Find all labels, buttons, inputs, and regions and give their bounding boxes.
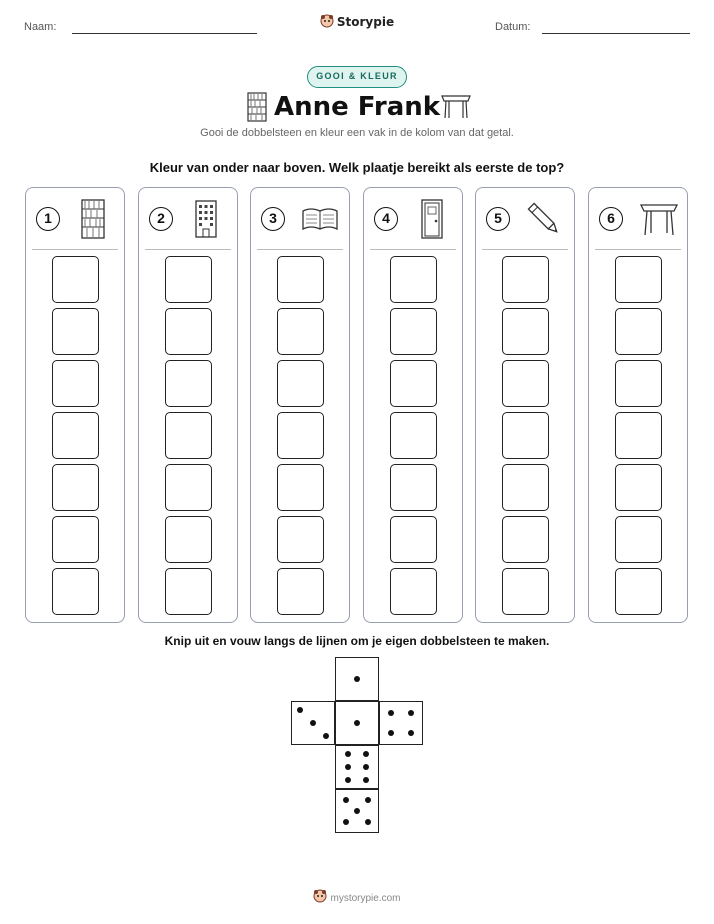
color-cell[interactable] xyxy=(502,568,549,615)
color-cell[interactable] xyxy=(52,256,99,303)
color-cell[interactable] xyxy=(277,568,324,615)
color-cell[interactable] xyxy=(502,412,549,459)
color-cell[interactable] xyxy=(52,308,99,355)
color-cell[interactable] xyxy=(277,516,324,563)
column-divider xyxy=(257,249,343,250)
color-cell[interactable] xyxy=(615,256,662,303)
die-pip xyxy=(345,777,351,783)
color-cell[interactable] xyxy=(502,464,549,511)
color-cell[interactable] xyxy=(502,516,549,563)
column-number: 1 xyxy=(36,207,60,231)
color-cell[interactable] xyxy=(165,516,212,563)
color-cell[interactable] xyxy=(165,308,212,355)
die-pip xyxy=(354,676,360,682)
open-book-icon xyxy=(301,199,341,239)
column-number: 4 xyxy=(374,207,398,231)
footer-url: mystorypie.com xyxy=(330,893,401,904)
column-6 xyxy=(588,187,688,623)
column-divider xyxy=(370,249,456,250)
color-cell[interactable] xyxy=(52,516,99,563)
color-cell[interactable] xyxy=(52,464,99,511)
column-number: 6 xyxy=(599,207,623,231)
instruction-bottom: Knip uit en vouw langs de lijnen om je eigen dobbelsteen te maken. xyxy=(164,634,550,648)
footer xyxy=(0,889,714,904)
color-cell[interactable] xyxy=(52,568,99,615)
color-cell[interactable] xyxy=(277,360,324,407)
color-cell[interactable] xyxy=(390,308,437,355)
color-cell[interactable] xyxy=(502,360,549,407)
brand-name: Storypie xyxy=(336,15,395,29)
column-number: 5 xyxy=(486,207,510,231)
die-face xyxy=(335,789,379,833)
color-cell[interactable] xyxy=(502,308,549,355)
color-cell[interactable] xyxy=(165,464,212,511)
die-pip xyxy=(310,720,316,726)
color-cell[interactable] xyxy=(615,412,662,459)
date-line xyxy=(542,33,690,34)
die-pip xyxy=(345,764,351,770)
color-cell[interactable] xyxy=(390,256,437,303)
color-cell[interactable] xyxy=(615,360,662,407)
name-line xyxy=(72,33,257,34)
column-number: 2 xyxy=(149,207,173,231)
page-title: Anne Frank xyxy=(273,92,441,122)
color-cell[interactable] xyxy=(277,308,324,355)
die-pip xyxy=(365,797,371,803)
door-icon xyxy=(414,199,454,239)
color-cell[interactable] xyxy=(165,256,212,303)
color-cell[interactable] xyxy=(277,464,324,511)
stool-icon xyxy=(639,199,679,239)
color-cell[interactable] xyxy=(277,412,324,459)
die-pip xyxy=(388,710,394,716)
color-cell[interactable] xyxy=(615,516,662,563)
die-pip xyxy=(343,797,349,803)
column-1 xyxy=(25,187,125,623)
die-pip xyxy=(354,720,360,726)
die-pip xyxy=(297,707,303,713)
color-cell[interactable] xyxy=(165,360,212,407)
color-cell[interactable] xyxy=(502,256,549,303)
color-cell[interactable] xyxy=(615,308,662,355)
column-divider xyxy=(145,249,231,250)
die-pip xyxy=(363,764,369,770)
die-pip xyxy=(388,730,394,736)
color-cell[interactable] xyxy=(390,412,437,459)
mascot-icon xyxy=(320,14,334,28)
die-pip xyxy=(408,730,414,736)
color-cell[interactable] xyxy=(390,568,437,615)
die-pip xyxy=(408,710,414,716)
name-label: Naam: xyxy=(24,21,57,33)
column-5 xyxy=(475,187,575,623)
column-number: 3 xyxy=(261,207,285,231)
color-cell[interactable] xyxy=(615,464,662,511)
color-cell[interactable] xyxy=(165,568,212,615)
die-pip xyxy=(363,777,369,783)
die-face xyxy=(335,657,379,701)
color-cell[interactable] xyxy=(52,412,99,459)
column-divider xyxy=(482,249,568,250)
color-cell[interactable] xyxy=(615,568,662,615)
brand-logo xyxy=(0,14,714,29)
die-face xyxy=(335,745,379,789)
color-cell[interactable] xyxy=(52,360,99,407)
color-cell[interactable] xyxy=(165,412,212,459)
color-cell[interactable] xyxy=(390,360,437,407)
die-pip xyxy=(323,733,329,739)
mascot-icon xyxy=(313,889,327,903)
column-2 xyxy=(138,187,238,623)
column-divider xyxy=(32,249,118,250)
die-pip xyxy=(365,819,371,825)
color-cell[interactable] xyxy=(390,464,437,511)
die-face xyxy=(291,701,335,745)
bookshelf-icon xyxy=(76,199,116,239)
column-4 xyxy=(363,187,463,623)
die-pip xyxy=(363,751,369,757)
instruction-top: Kleur van onder naar boven. Welk plaatje bereikt als eerste de top? xyxy=(149,160,565,175)
column-divider xyxy=(595,249,681,250)
die-pip xyxy=(345,751,351,757)
pencil-icon xyxy=(526,199,566,239)
color-cell[interactable] xyxy=(390,516,437,563)
building-icon xyxy=(189,199,229,239)
activity-badge: GOOI & KLEUR xyxy=(307,66,407,88)
stool-icon xyxy=(440,92,472,120)
color-cell[interactable] xyxy=(277,256,324,303)
die-pip xyxy=(343,819,349,825)
die-face xyxy=(379,701,423,745)
subtitle: Gooi de dobbelsteen en kleur een vak in de kolom van dat getal. xyxy=(200,127,514,139)
die-pip xyxy=(354,808,360,814)
die-face xyxy=(335,701,379,745)
column-3 xyxy=(250,187,350,623)
date-label: Datum: xyxy=(495,21,531,33)
